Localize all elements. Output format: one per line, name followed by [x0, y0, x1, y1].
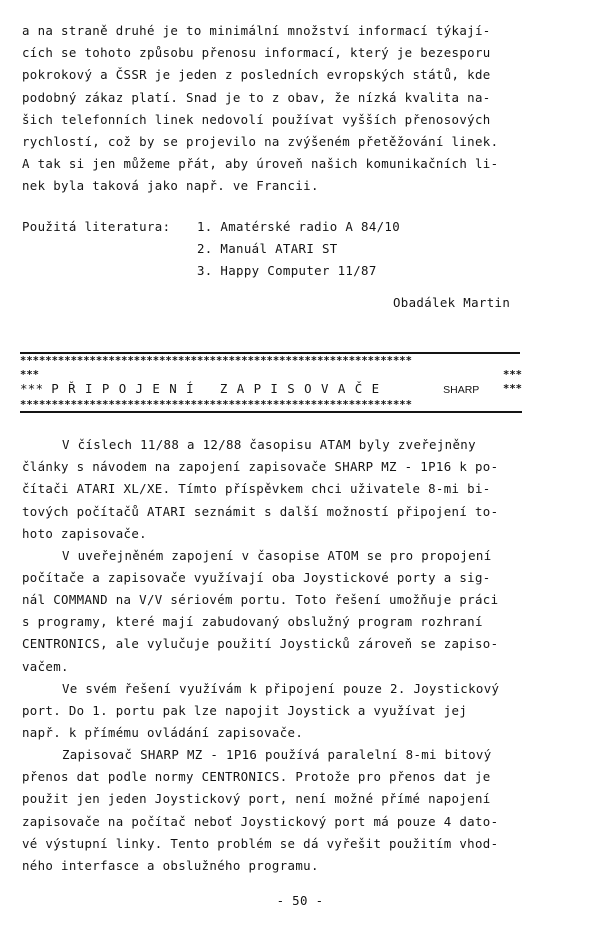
article-line: Ve svém řešení využívám k připojení pouze 2. Joystickový	[62, 681, 500, 696]
literature-item: 1. Amatérské radio A 84/10	[197, 219, 401, 234]
article-line: port. Do 1. portu pak lze napojit Joystick a využívat jej	[22, 703, 468, 718]
banner-right-stars: ***	[503, 383, 522, 395]
article-line: vé výstupní linky. Tento problém se dá vyřešit použitím vhod-	[22, 836, 499, 851]
title-left-stars: ***	[20, 381, 44, 396]
banner-left-stars: ***	[20, 370, 39, 380]
banner-star-row: **************************************************************	[20, 356, 412, 366]
page-number: - 50 -	[276, 893, 324, 908]
article-line: počítače a zapisovače využívají oba Joystickové porty a sig-	[22, 570, 491, 585]
article-line: články s návodem na zapojení zapisovače SHARP MZ - 1P16 k po-	[22, 459, 499, 474]
intro-line: cích se tohoto způsobu přenosu informací, který je bezesporu	[22, 45, 491, 60]
article-line: s programy, které mají zabudovaný obslužný program rozhraní	[22, 614, 483, 629]
literature-item: 2. Manuál ATARI ST	[197, 241, 338, 256]
article-title	[20, 382, 479, 397]
article-line: nál COMMAND na V/V sériovém portu. Toto řešení umožňuje práci	[22, 592, 499, 607]
banner-top-rule	[20, 352, 520, 354]
banner-bottom-rule	[20, 411, 522, 413]
article-title-banner	[20, 352, 522, 414]
article-line: CENTRONICS, ale vylučuje použití Joysticků zároveň se zapiso-	[22, 636, 499, 651]
article-line: ného interfasce a obslužného programu.	[22, 858, 319, 873]
article-line: tových počítačů ATARI seznámit s další možností připojení to-	[22, 504, 499, 519]
author-signature: Obadálek Martin	[393, 295, 511, 310]
article-line: např. k přímému ovládání zapisovače.	[22, 725, 304, 740]
intro-line: rychlostí, což by se projevilo na zvýšeném přetěžování linek.	[22, 134, 499, 149]
article-line: V uveřejněném zapojení v časopise ATOM se pro propojení	[62, 548, 492, 563]
article-title-text: PŘIPOJENÍ ZAPISOVAČE	[51, 381, 389, 396]
intro-line: šich telefonních linek nedovolí používat vyšších přenosových	[22, 112, 491, 127]
banner-right-stars: ***	[503, 369, 522, 381]
article-line: V číslech 11/88 a 12/88 časopisu ATAM byly zveřejněny	[62, 437, 476, 452]
article-line: hoto zapisovače.	[22, 526, 147, 541]
article-line: použit jen jeden Joystickový port, není možné přímé napojení	[22, 791, 491, 806]
intro-line: a na straně druhé je to minimální množství informací týkají-	[22, 23, 491, 38]
intro-line: podobný zákaz platí. Snad je to z obav, že nízká kvalita na-	[22, 90, 491, 105]
intro-line: A tak si jen můžeme přát, aby úroveň našich komunikačních li-	[22, 156, 499, 171]
article-line: přenos dat podle normy CENTRONICS. Protože pro přenos dat je	[22, 769, 491, 784]
article-line: zapisovače na počítač neboť Joystickový port má pouze 4 dato-	[22, 814, 499, 829]
intro-line: pokrokový a ČSSR je jeden z posledních evropských států, kde	[22, 67, 491, 82]
article-line: vačem.	[22, 659, 69, 674]
banner-star-row: **************************************************************	[20, 400, 412, 410]
article-line: Zapisovač SHARP MZ - 1P16 používá paralelní 8-mi bitový	[62, 747, 492, 762]
literature-item: 3. Happy Computer 11/87	[197, 263, 377, 278]
article-line: čítači ATARI XL/XE. Tímto příspěvkem chci uživatele 8-mi bi-	[22, 481, 491, 496]
article-title-brand: SHARP	[443, 384, 480, 396]
literature-label: Použitá literatura:	[22, 219, 171, 234]
intro-line: nek byla taková jako např. ve Francii.	[22, 178, 319, 193]
